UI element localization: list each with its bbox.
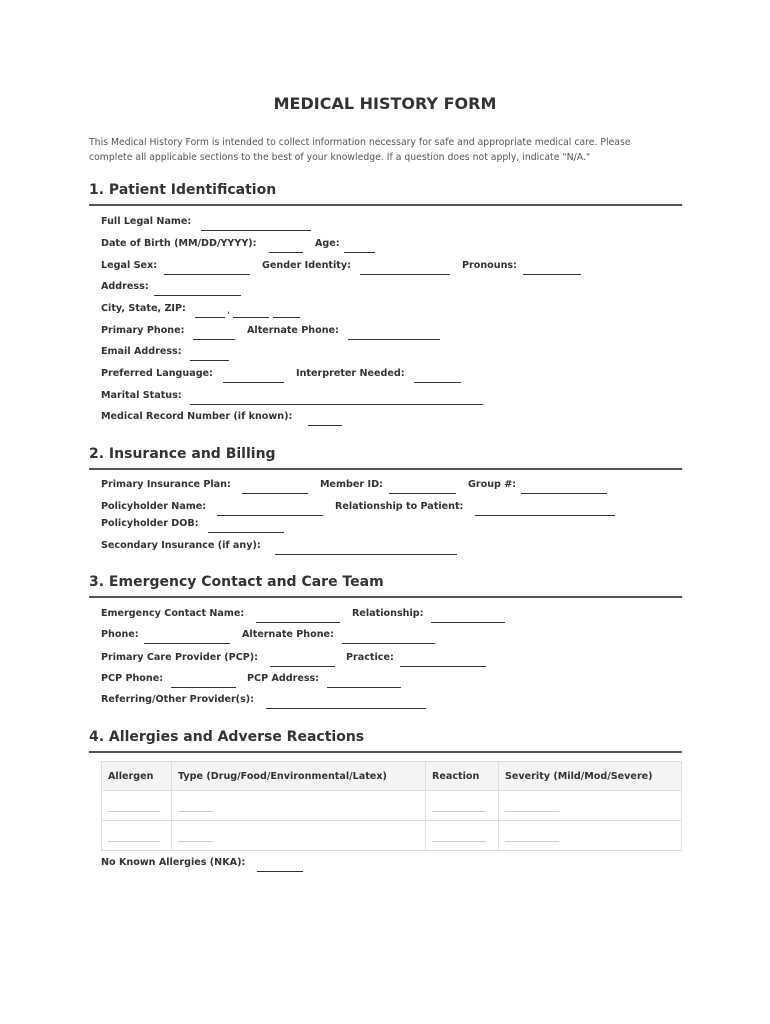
- interpreter-needed-label: Interpreter Needed:: [296, 368, 405, 379]
- reaction-cell[interactable]: [426, 821, 499, 851]
- city-field[interactable]: [195, 317, 225, 318]
- mrn-label: Medical Record Number (if known):: [101, 411, 293, 422]
- primary-plan-label: Primary Insurance Plan:: [101, 479, 231, 490]
- practice-label: Practice:: [346, 652, 394, 663]
- referring-provider-label: Referring/Other Provider(s):: [101, 694, 254, 705]
- city-state-zip-label: City, State, ZIP:: [101, 303, 186, 314]
- emergency-alternate-phone-field[interactable]: [342, 643, 435, 644]
- pcp-field[interactable]: [270, 666, 335, 667]
- relationship-to-patient-field[interactable]: [475, 515, 615, 516]
- emergency-alternate-phone-label: Alternate Phone:: [242, 629, 334, 640]
- type-cell[interactable]: [172, 791, 426, 821]
- pcp-label: Primary Care Provider (PCP):: [101, 652, 258, 663]
- referring-provider-field[interactable]: [266, 708, 426, 709]
- allergy-table-header: [102, 762, 682, 791]
- severity-cell[interactable]: [499, 791, 682, 821]
- emergency-relationship-field[interactable]: [431, 622, 505, 623]
- allergen-field[interactable]: [108, 841, 160, 842]
- relationship-to-patient-label: Relationship to Patient:: [335, 501, 464, 512]
- reaction-cell[interactable]: [426, 791, 499, 821]
- pcp-phone-label: PCP Phone:: [101, 673, 164, 684]
- full-name-label: Full Legal Name:: [101, 216, 192, 227]
- intro-line-1: This Medical History Form is intended to collect information necessary for safe and appropriate medical care. Please: [89, 137, 631, 148]
- section-heading-insurance: 2. Insurance and Billing: [89, 446, 682, 470]
- mrn-field[interactable]: [308, 425, 342, 426]
- type-cell[interactable]: [172, 821, 426, 851]
- type-field[interactable]: [178, 841, 213, 842]
- primary-plan-field[interactable]: [242, 493, 308, 494]
- table-row: [102, 821, 682, 851]
- severity-cell[interactable]: [499, 821, 682, 851]
- allergy-table: [101, 761, 682, 851]
- table-row: [102, 791, 682, 821]
- policyholder-name-field[interactable]: [217, 515, 323, 516]
- alternate-phone-field[interactable]: [348, 339, 440, 340]
- age-label: Age:: [315, 238, 340, 249]
- allergen-field[interactable]: [108, 811, 160, 812]
- nka-label: No Known Allergies (NKA):: [101, 857, 246, 868]
- address-field[interactable]: [154, 295, 241, 296]
- nka-field[interactable]: [257, 871, 303, 872]
- zip-field[interactable]: [273, 317, 300, 318]
- reaction-field[interactable]: [432, 811, 486, 812]
- preferred-language-field[interactable]: [223, 382, 284, 383]
- policyholder-dob-field[interactable]: [208, 532, 284, 533]
- group-label: Group #:: [468, 479, 517, 490]
- policyholder-name-label: Policyholder Name:: [101, 501, 207, 512]
- email-field[interactable]: [190, 360, 229, 361]
- severity-field[interactable]: [505, 811, 559, 812]
- page-title: MEDICAL HISTORY FORM: [273, 94, 497, 113]
- full-name-field[interactable]: [201, 230, 311, 231]
- emergency-phone-field[interactable]: [144, 643, 230, 644]
- gender-identity-label: Gender Identity:: [262, 260, 351, 271]
- member-id-label: Member ID:: [320, 479, 383, 490]
- pcp-address-label: PCP Address:: [247, 673, 320, 684]
- legal-sex-label: Legal Sex:: [101, 260, 158, 271]
- emergency-relationship-label: Relationship:: [352, 608, 424, 619]
- type-field[interactable]: [178, 811, 213, 812]
- section-heading-emergency: 3. Emergency Contact and Care Team: [89, 574, 682, 598]
- address-label: Address:: [101, 281, 149, 292]
- legal-sex-field[interactable]: [164, 274, 250, 275]
- intro-line-2: complete all applicable sections to the best of your knowledge. If a question does not apply, indicate "N/A.": [89, 152, 591, 163]
- marital-status-field[interactable]: [190, 404, 483, 405]
- age-field[interactable]: [344, 252, 375, 253]
- pcp-address-field[interactable]: [327, 687, 401, 688]
- preferred-language-label: Preferred Language:: [101, 368, 213, 379]
- policyholder-dob-label: Policyholder DOB:: [101, 518, 199, 529]
- allergen-cell[interactable]: [102, 791, 172, 821]
- email-label: Email Address:: [101, 346, 182, 357]
- dob-field[interactable]: [269, 252, 303, 253]
- emergency-phone-label: Phone:: [101, 629, 139, 640]
- intro-text: [89, 135, 684, 165]
- secondary-insurance-label: Secondary Insurance (if any):: [101, 540, 261, 551]
- dob-label: Date of Birth (MM/DD/YYYY):: [101, 238, 257, 249]
- city-state-separator: ,: [227, 305, 231, 316]
- pronouns-field[interactable]: [523, 274, 581, 275]
- column-header-allergen: Allergen: [102, 762, 172, 791]
- primary-phone-field[interactable]: [193, 339, 235, 340]
- alternate-phone-label: Alternate Phone:: [247, 325, 339, 336]
- section-heading-allergies: 4. Allergies and Adverse Reactions: [89, 729, 682, 753]
- emergency-contact-name-field[interactable]: [256, 622, 340, 623]
- section-heading-patient: 1. Patient Identification: [89, 182, 682, 206]
- pcp-phone-field[interactable]: [171, 687, 236, 688]
- marital-status-label: Marital Status:: [101, 390, 182, 401]
- secondary-insurance-field[interactable]: [275, 554, 457, 555]
- pronouns-label: Pronouns:: [462, 260, 517, 271]
- member-id-field[interactable]: [389, 493, 456, 494]
- column-header-severity: Severity (Mild/Mod/Severe): [499, 762, 682, 791]
- primary-phone-label: Primary Phone:: [101, 325, 185, 336]
- severity-field[interactable]: [505, 841, 559, 842]
- state-field[interactable]: [233, 317, 269, 318]
- column-header-type: Type (Drug/Food/Environmental/Latex): [172, 762, 426, 791]
- interpreter-needed-field[interactable]: [414, 382, 461, 383]
- column-header-reaction: Reaction: [426, 762, 499, 791]
- allergen-cell[interactable]: [102, 821, 172, 851]
- practice-field[interactable]: [400, 666, 486, 667]
- emergency-contact-name-label: Emergency Contact Name:: [101, 608, 245, 619]
- reaction-field[interactable]: [432, 841, 486, 842]
- gender-identity-field[interactable]: [360, 274, 450, 275]
- group-field[interactable]: [521, 493, 607, 494]
